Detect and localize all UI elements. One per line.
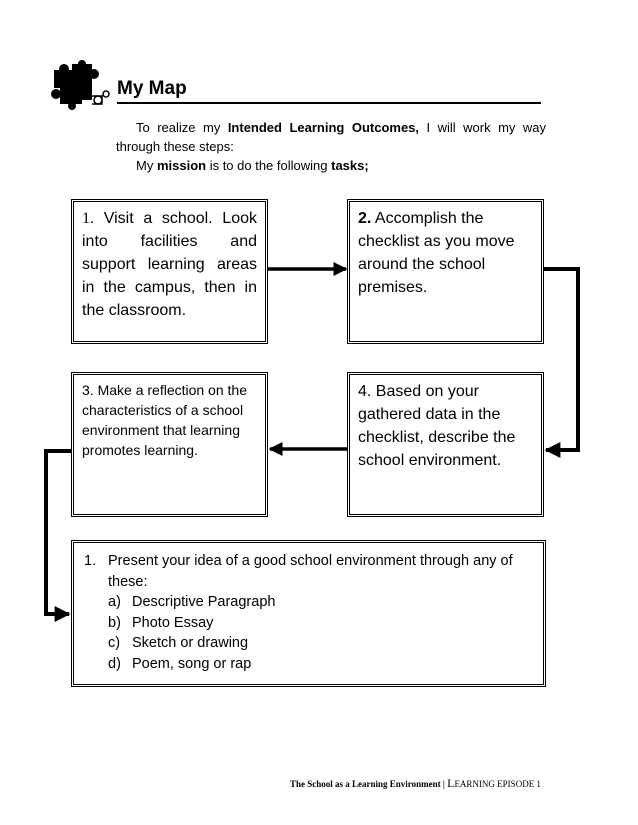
intro-line-1: To realize my Intended Learning Outcomes, I will work my way xyxy=(136,120,547,135)
intro-line-2: through these steps: xyxy=(116,139,234,154)
step-2-box xyxy=(347,199,544,344)
step-3-text: 3. Make a reflection on the characteristics of a school environment that learning promotes learning. xyxy=(82,382,247,458)
step-1-text: 1. Visit a school. Look into facilities and support learning areas in the campus, then in the classroom. xyxy=(82,210,258,319)
step-5-box xyxy=(71,540,546,687)
arrow-2-to-4 xyxy=(544,269,578,450)
page-title: My Map xyxy=(117,78,541,104)
step-1-box xyxy=(71,199,268,344)
step-4-text: 4. Based on your gathered data in the checklist, describe the school environment. xyxy=(358,383,516,469)
step-3-box xyxy=(71,372,268,517)
step-4-box xyxy=(347,372,544,517)
option-item: b) Photo Essay xyxy=(108,614,214,631)
arrow-3-to-5 xyxy=(46,451,71,614)
page-footer: The School as a Learning Environment | LEARNING EPISODE 1 xyxy=(290,776,541,790)
intro-line-3: My mission is to do the following tasks; xyxy=(136,158,369,173)
step-5-content xyxy=(84,551,535,674)
option-item: c) Sketch or drawing xyxy=(108,635,249,651)
option-item: d) Poem, song or rap xyxy=(108,655,252,672)
list-item: 1. Present your idea of a good school environment through any of these: xyxy=(84,553,513,590)
option-item: a) Descriptive Paragraph xyxy=(108,594,276,610)
step-2-text: 2. Accomplish the checklist as you move around the school premises. xyxy=(358,210,515,296)
